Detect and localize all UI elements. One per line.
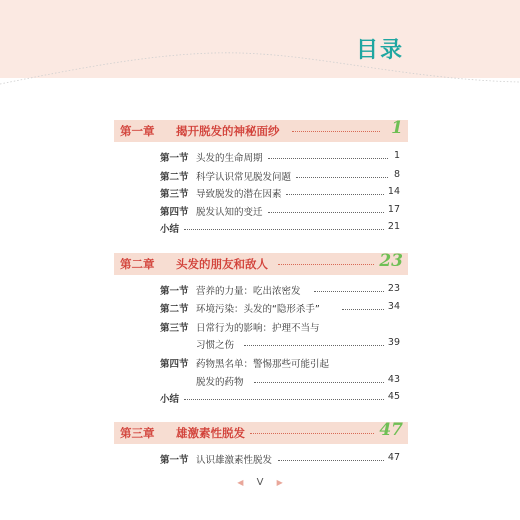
- dot-leader: [278, 264, 374, 265]
- chapter-number: 第一章: [120, 124, 155, 138]
- chapter-heading[interactable]: [114, 253, 408, 275]
- section-title: 日常行为的影响：护理不当与: [196, 323, 320, 334]
- section-page: 39: [387, 337, 400, 348]
- chapter-title: 雄激素性脱发: [176, 426, 245, 440]
- section-title-continued: 习惯之伤: [196, 340, 235, 351]
- toc-entry[interactable]: [160, 301, 400, 317]
- toc-entry-continuation[interactable]: [160, 337, 400, 353]
- section-number: 第二节: [160, 304, 189, 315]
- toc-entry[interactable]: [160, 391, 400, 407]
- section-number: 小结: [160, 394, 180, 405]
- page-title: 目录: [356, 38, 405, 63]
- section-number: 第三节: [160, 323, 189, 334]
- chapter-title: 头发的朋友和敌人: [176, 257, 268, 271]
- dot-leader: [268, 158, 388, 159]
- section-number: 第一节: [160, 455, 189, 466]
- section-page: 43: [387, 374, 400, 385]
- section-number: 第三节: [160, 189, 189, 200]
- chapter-page: 1: [391, 118, 403, 138]
- section-title: 药物黑名单：警惕那些可能引起: [196, 359, 330, 370]
- section-page: 14: [387, 186, 400, 197]
- dot-leader: [250, 433, 374, 434]
- triangle-left-icon: ◀: [237, 478, 244, 487]
- section-title: 脱发认知的变迁: [196, 207, 263, 218]
- section-title: 营养的力量：吃出浓密发: [196, 286, 301, 297]
- section-title: 认识雄激素性脱发: [196, 455, 273, 466]
- section-number: 第一节: [160, 286, 189, 297]
- section-page: 23: [387, 283, 400, 294]
- chapter-page: 47: [379, 420, 403, 440]
- chapter-title: 揭开脱发的神秘面纱: [176, 124, 280, 138]
- toc-entry[interactable]: [160, 320, 400, 336]
- dot-leader: [244, 345, 384, 346]
- section-number: 小结: [160, 224, 180, 235]
- chapter-number: 第三章: [120, 426, 155, 440]
- section-page: 47: [387, 452, 400, 463]
- section-title: 科学认识常见脱发问题: [196, 172, 292, 183]
- toc-entry[interactable]: [160, 186, 400, 202]
- chapter-number: 第二章: [120, 257, 155, 271]
- toc-entry-continuation[interactable]: [160, 374, 400, 390]
- dot-leader: [184, 399, 384, 400]
- section-page: 34: [387, 301, 400, 312]
- chapter-heading[interactable]: [114, 120, 408, 142]
- toc-entry[interactable]: [160, 283, 400, 299]
- dot-leader: [296, 177, 388, 178]
- toc-entry[interactable]: [160, 221, 400, 237]
- section-page: 21: [387, 221, 400, 232]
- section-title-continued: 脱发的药物: [196, 377, 244, 388]
- dot-leader: [342, 309, 384, 310]
- chapter-heading[interactable]: [114, 422, 408, 444]
- toc-entry[interactable]: [160, 150, 400, 166]
- section-page: 45: [387, 391, 400, 402]
- section-page: 1: [393, 150, 400, 161]
- dot-leader: [292, 131, 380, 132]
- section-page: 17: [387, 204, 400, 215]
- section-title: 环境污染：头发的“隐形杀手”: [196, 304, 320, 315]
- dot-leader: [268, 212, 384, 213]
- dot-leader: [184, 229, 384, 230]
- page-footer: [0, 477, 520, 488]
- toc-entry[interactable]: [160, 356, 400, 372]
- chapter-page: 23: [379, 251, 403, 271]
- toc-entry[interactable]: [160, 169, 400, 185]
- dot-leader: [278, 460, 384, 461]
- page-numeral: V: [256, 477, 264, 488]
- section-number: 第一节: [160, 153, 189, 164]
- dot-leader: [286, 194, 384, 195]
- dot-leader: [254, 382, 384, 383]
- section-title: 导致脱发的潜在因素: [196, 189, 282, 200]
- dot-leader: [314, 291, 384, 292]
- section-title: 头发的生命周期: [196, 153, 263, 164]
- section-number: 第四节: [160, 359, 189, 370]
- section-number: 第二节: [160, 172, 189, 183]
- triangle-right-icon: ▶: [276, 478, 283, 487]
- section-number: 第四节: [160, 207, 189, 218]
- header-wave-decoration: [0, 40, 520, 100]
- toc-entry[interactable]: [160, 452, 400, 468]
- section-page: 8: [393, 169, 400, 180]
- toc-entry[interactable]: [160, 204, 400, 220]
